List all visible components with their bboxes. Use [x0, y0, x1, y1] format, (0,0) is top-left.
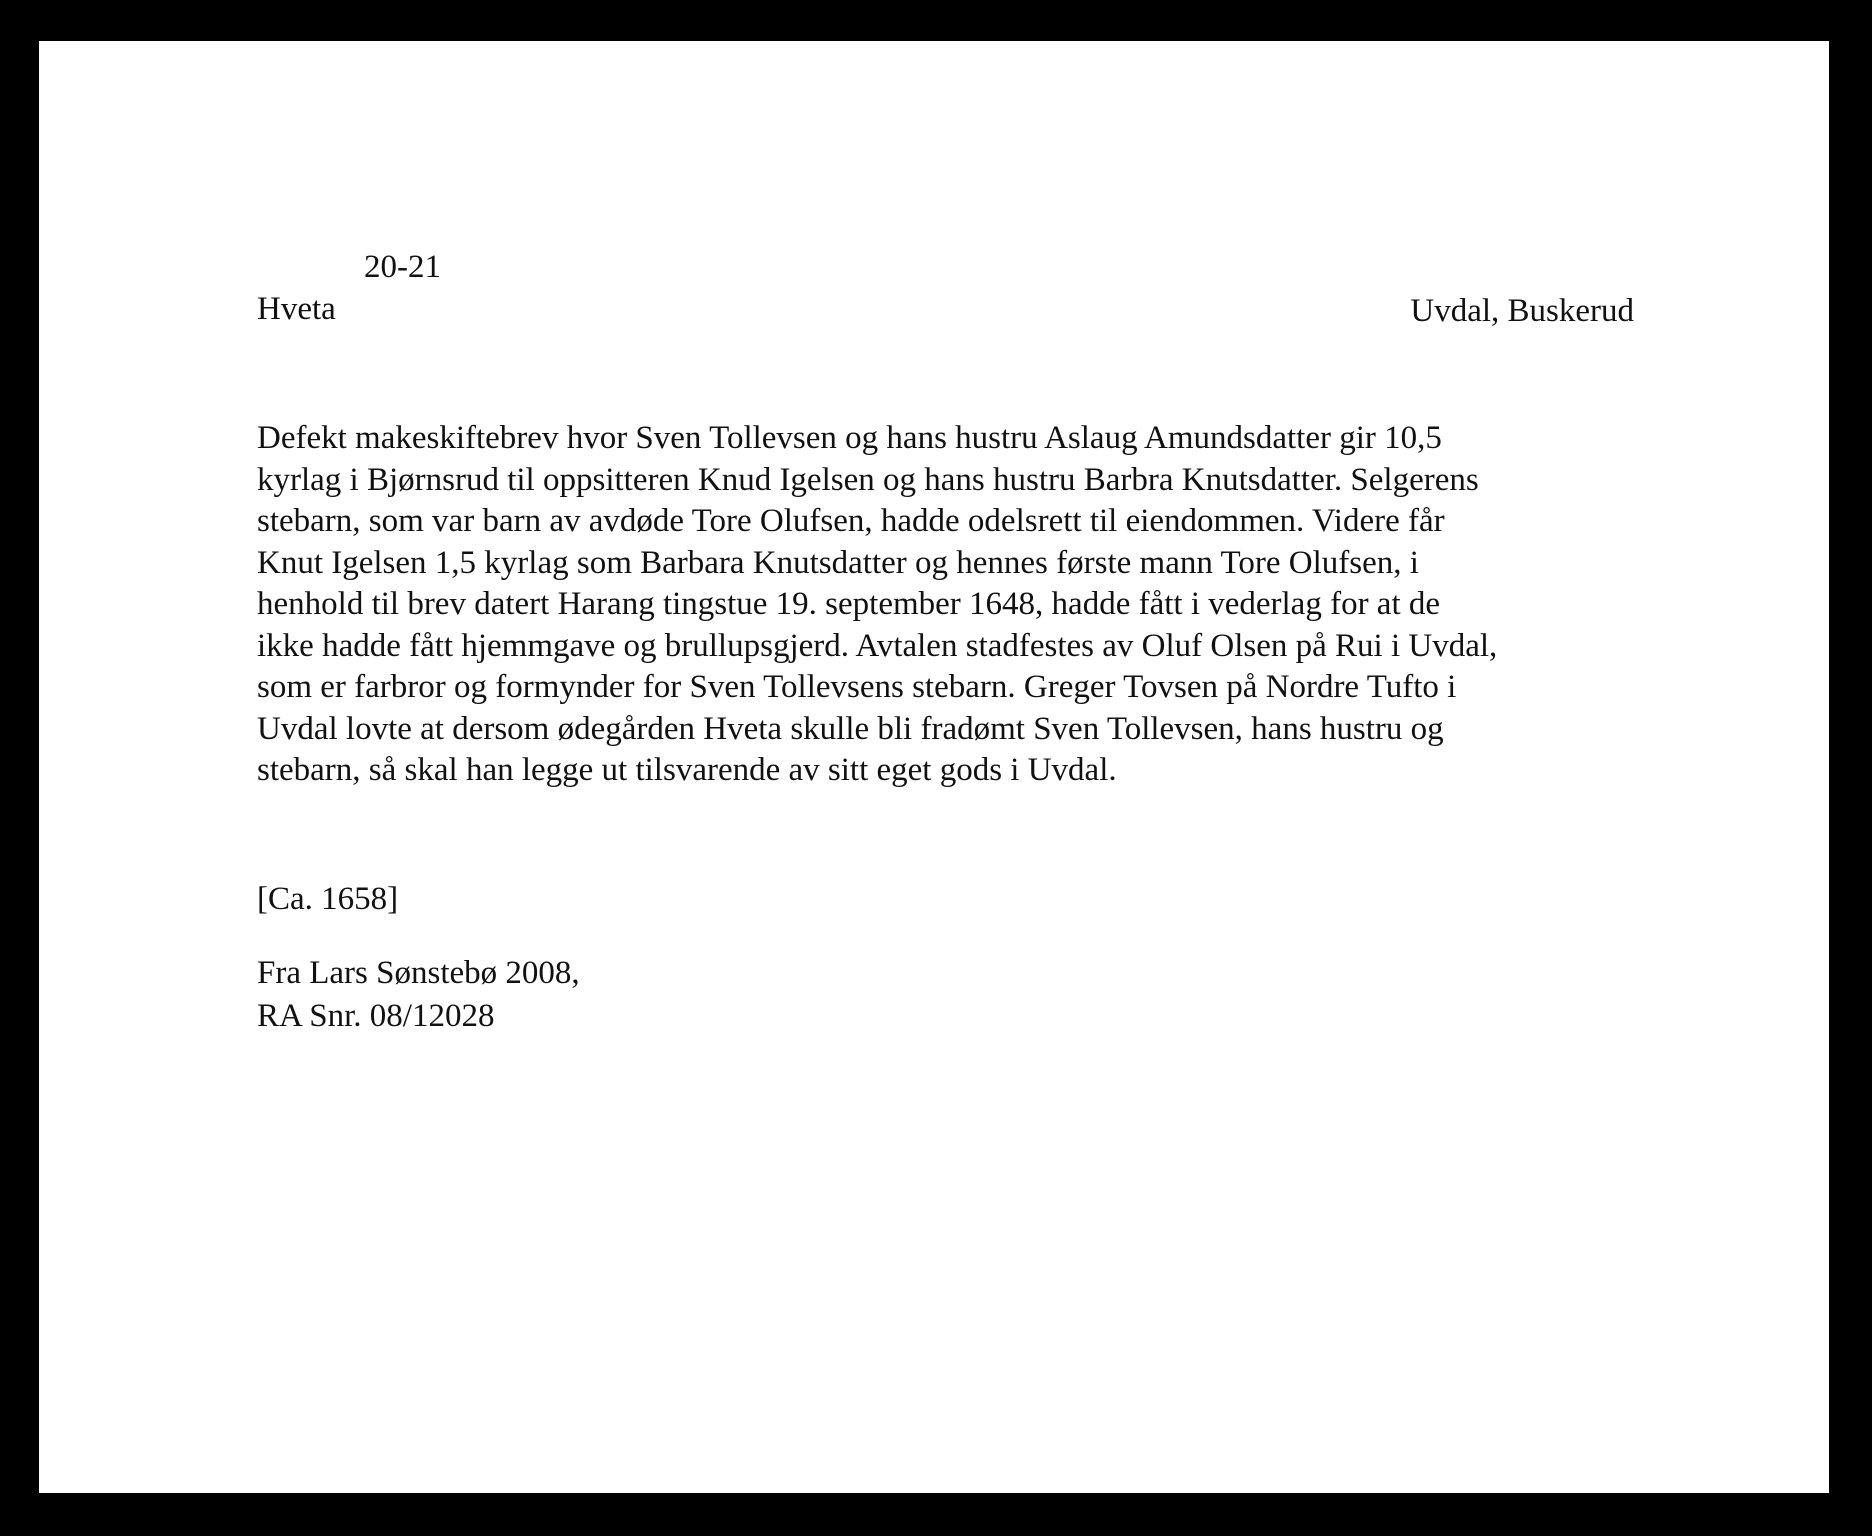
source-line: Fra Lars Sønstebø 2008,: [257, 955, 580, 991]
body-line: ikke hadde fått hjemmgave og brullupsgjerd. Avtalen stadfestes av Oluf Olsen på Rui i Uvdal,: [257, 627, 1498, 664]
body-paragraph: [257, 418, 1637, 792]
body-line: henhold til brev datert Harang tingstue 19. september 1648, hadde fått i vederlag for at de: [257, 586, 1441, 622]
body-line: stebarn, som var barn av avdøde Tore Olufsen, hadde odelsrett til eiendommen. Videre får: [257, 503, 1445, 539]
body-line: som er farbror og formynder for Sven Tollevsens stebarn. Greger Tovsen på Nordre Tufto i: [257, 669, 1457, 705]
date-note: [Ca. 1658]: [257, 881, 399, 917]
farm-name: Hveta: [257, 291, 336, 327]
body-line: Uvdal lovte at dersom ødegården Hveta skulle bli fradømt Sven Tollevsen, hans hustru og: [257, 710, 1444, 747]
document-card: [39, 41, 1829, 1493]
reference-number: 20-21: [364, 249, 441, 285]
archive-reference: RA Snr. 08/12028: [257, 998, 495, 1034]
body-line: kyrlag i Bjørnsrud til oppsitteren Knud Igelsen og hans hustru Barbra Knutsdatter. Selgerens: [257, 461, 1479, 498]
body-line: Defekt makeskiftebrev hvor Sven Tollevsen og hans hustru Aslaug Amundsdatter gir 10,5: [257, 420, 1442, 456]
location: Uvdal, Buskerud: [1410, 293, 1634, 329]
body-line: Knut Igelsen 1,5 kyrlag som Barbara Knutsdatter og hennes første mann Tore Olufsen, i: [257, 544, 1419, 581]
body-line: stebarn, så skal han legge ut tilsvarende av sitt eget gods i Uvdal.: [257, 752, 1117, 788]
